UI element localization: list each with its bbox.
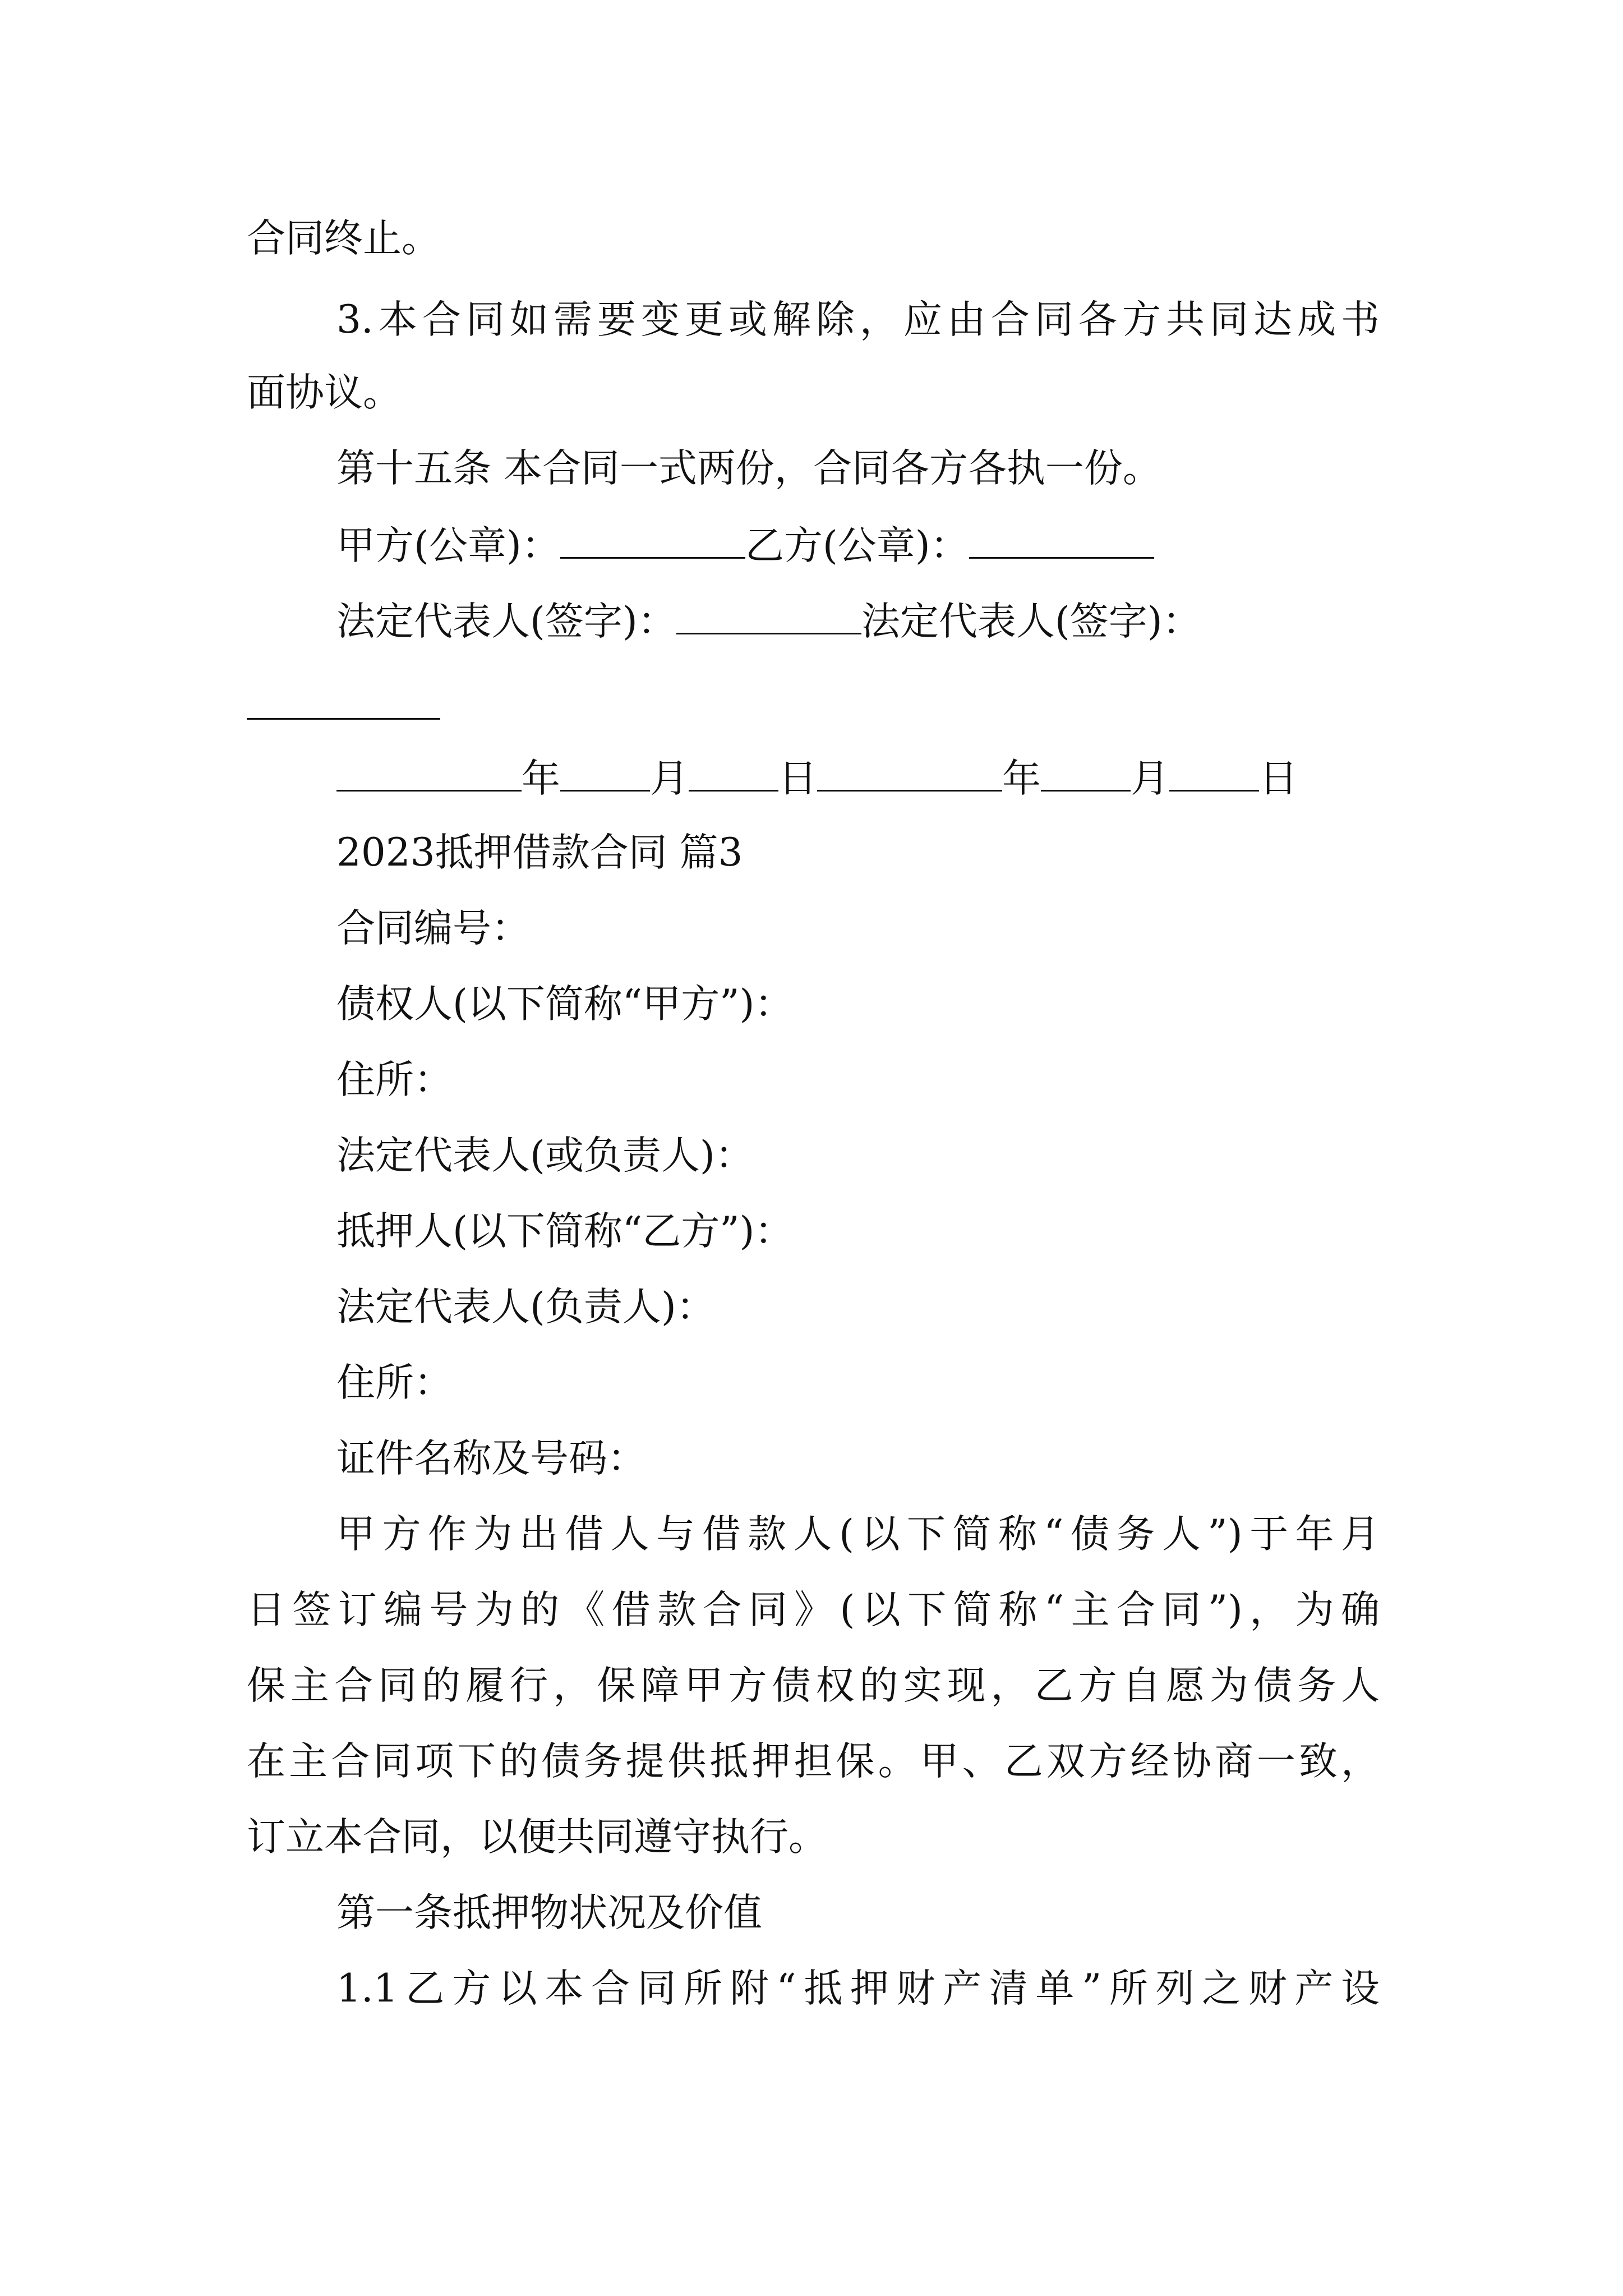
field-legal-representative: 法定代表人(或负责人)： [336, 1133, 754, 1178]
date-year-label: 年 [1002, 756, 1041, 801]
field-contract-number: 合同编号： [336, 906, 530, 951]
party-b-representative-label: 法定代表人(签字)： [861, 599, 1201, 644]
date-year-label: 年 [522, 756, 560, 801]
field-legal-representative: 法定代表人(负责人)： [336, 1285, 715, 1329]
signature-line [336, 595, 1469, 647]
date-day-label: 日 [778, 756, 817, 801]
field-creditor: 债权人(以下简称“甲方”)： [336, 982, 794, 1027]
field-mortgagor: 抵押人(以下简称“乙方”)： [336, 1209, 794, 1254]
text-line: 订立本合同，以便共同遵守执行。 [247, 1815, 827, 1860]
text-line: 甲方作为出借人与借款人(以下简称“债务人”)于年月 [336, 1512, 1380, 1557]
party-a-seal-label: 甲方(公章)： [336, 523, 560, 568]
text-line: 合同终止。 [247, 216, 440, 261]
date-day-label: 日 [1259, 756, 1298, 801]
signature-blank [969, 519, 1154, 559]
field-id-document: 证件名称及号码： [336, 1436, 646, 1481]
text-line: 面协议。 [247, 370, 402, 415]
text-line: 保主合同的履行，保障甲方债权的实现，乙方自愿为债务人 [247, 1663, 1380, 1708]
date-month-label: 月 [1131, 756, 1169, 801]
date-month-label: 月 [650, 756, 689, 801]
signature-blank [560, 519, 745, 559]
party-b-seal-label: 乙方(公章)： [745, 523, 969, 568]
date-blank [336, 752, 522, 792]
date-blank [689, 752, 778, 792]
section-heading: 第一条抵押物状况及价值 [336, 1890, 762, 1935]
text-line: 在主合同项下的债务提供抵押担保。甲、乙双方经协商一致， [247, 1739, 1380, 1784]
text-line: 日签订编号为的《借款合同》(以下简称“主合同”)，为确 [247, 1588, 1380, 1632]
field-address: 住所： [336, 1057, 453, 1102]
contract-title: 2023抵押借款合同 篇3 [336, 830, 743, 875]
field-address: 住所： [336, 1360, 453, 1405]
party-a-representative-label: 法定代表人(签字)： [336, 599, 676, 644]
date-blank [817, 752, 1002, 792]
date-blank [1041, 752, 1131, 792]
text-line: 3.本合同如需要变更或解除，应由合同各方共同达成书 [336, 297, 1380, 342]
date-blank [560, 752, 650, 792]
signature-blank [247, 718, 440, 720]
seal-line [336, 519, 1469, 571]
date-line [336, 752, 1469, 804]
section-heading: 第十五条 本合同一式两份，合同各方各执一份。 [336, 446, 1161, 491]
date-blank [1169, 752, 1259, 792]
text-line: 1.1乙方以本合同所附“抵押财产清单”所列之财产设 [336, 1966, 1380, 2011]
signature-blank [676, 595, 861, 634]
